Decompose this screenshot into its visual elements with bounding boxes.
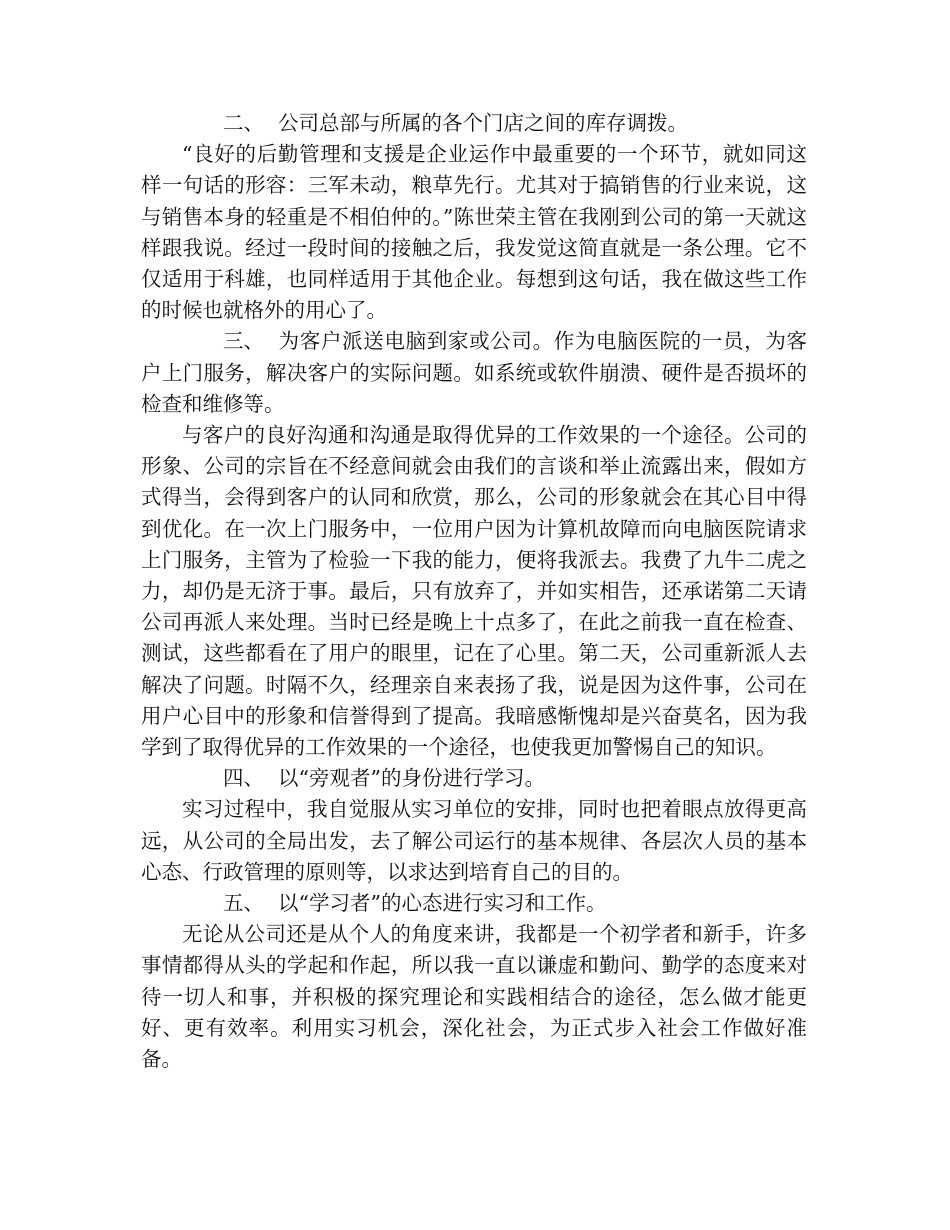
section-number: 五、 xyxy=(223,891,264,916)
body-paragraph: 与客户的良好沟通和沟通是取得优异的工作效果的一个途径。公司的形象、公司的宗旨在不经意间就会由我们的言谈和举止流露出来，假如方式得当，会得到客户的认同和欣赏，那么，公司的形象就会在其心目中得到优化。在一次上门服务中，一位用户因为计算机故障而向电脑医院请求上门服务，主管为了检验一下我的能力，便将我派去。我费了九牛二虎之力，却仍是无济于事。最后，只有放弃了，并如实相告，还承诺第二天请公司再派人来处理。当时已经是晚上十点多了，在此之前我一直在检查、测试，这些都看在了用户的眼里，记在了心里。第二天，公司重新派人去解决了问题。时隔不久，经理亲自来表扬了我，说是因为这件事，公司在用户心目中的形象和信誉得到了提高。我暗感惭愧却是兴奋莫名，因为我学到了取得优异的工作效果的一个途径，也使我更加警惕自己的知识。 xyxy=(141,423,807,760)
body-paragraph: “良好的后勤管理和支援是企业运作中最重要的一个环节，就如同这样一句话的形容：三军未动，粮草先行。尤其对于搞销售的行业来说，这与销售本身的轻重是不相伯仲的。”陈世荣主管在我刚到公司的第一天就这样跟我说。经过一段时间的接触之后，我发觉这简直就是一条公理。它不仅适用于科雄，也同样适用于其他企业。每想到这句话，我在做这些工作的时候也就格外的用心了。 xyxy=(141,142,807,323)
section-heading-text: 以“旁观者”的身份进行学习。 xyxy=(278,766,545,791)
section-heading-4 xyxy=(141,763,807,794)
section-heading-text: 为客户派送电脑到家或公司。作为电脑医院的一员，为客户上门服务，解决客户的实际问题。如系统或软件崩溃、硬件是否损坏的检查和维修等。 xyxy=(141,329,807,416)
body-paragraph: 无论从公司还是从个人的角度来讲，我都是一个初学者和新手，许多事情都得从头的学起和作起，所以我一直以谦虚和勤问、勤学的态度来对待一切人和事，并积极的探究理论和实践相结合的途径，怎么做才能更好、更有效率。利用实习机会，深化社会，为正式步入社会工作做好准备。 xyxy=(141,922,807,1072)
section-heading-text: 公司总部与所属的各个门店之间的库存调拨。 xyxy=(278,111,688,135)
section-heading-2 xyxy=(141,108,807,139)
section-number: 四、 xyxy=(223,766,264,791)
section-heading-5 xyxy=(141,888,807,919)
body-paragraph: 实习过程中，我自觉服从实习单位的安排，同时也把着眼点放得更高远，从公司的全局出发，去了解公司运行的基本规律、各层次人员的基本心态、行政管理的原则等，以求达到培育自己的目的。 xyxy=(141,797,807,884)
document-body xyxy=(141,108,807,1075)
section-heading-3 xyxy=(141,326,807,420)
section-number: 二、 xyxy=(223,111,264,135)
section-heading-text: 以“学习者”的心态进行实习和工作。 xyxy=(278,891,607,916)
section-number: 三、 xyxy=(223,329,264,354)
